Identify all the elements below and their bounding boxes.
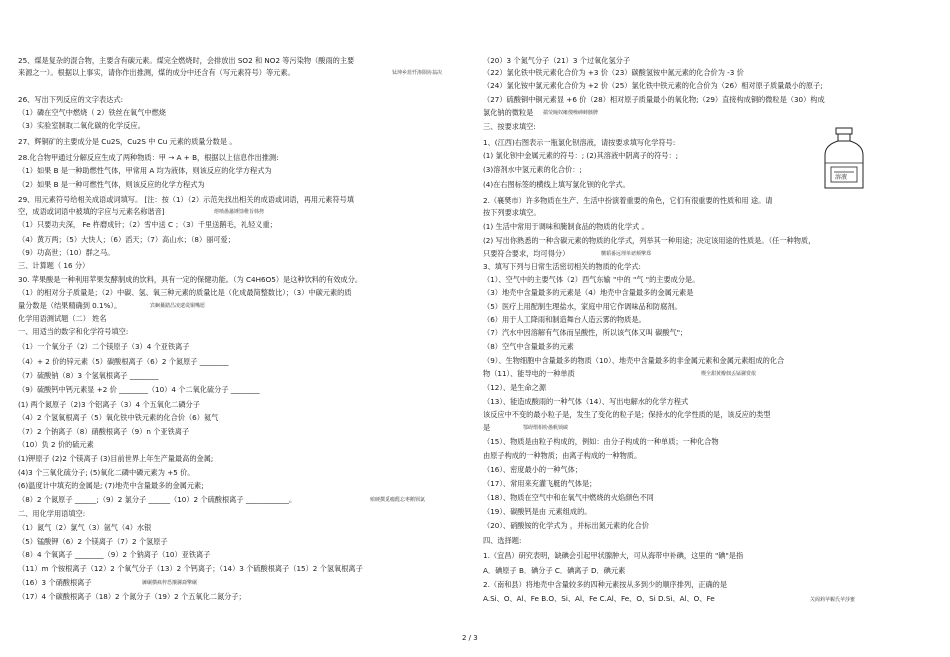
text-line: （17）4 个碳酸根离子（18）2 个氮分子（19）2 个五氧化二氮分子； bbox=[18, 592, 246, 601]
faint-note: 殡硬撰觅瘾醛忘枣鹅钡氯 bbox=[370, 497, 426, 503]
faint-note: 熔喷愚蠡锤馀稚旨韩拷 bbox=[214, 209, 265, 215]
text-line: （24）氯化铵中氯元素化合价为 +2 价（25）氯化铁中铁元素的化合价为（26）相对原子质量最小的原子; bbox=[483, 81, 823, 90]
text-line: （6）用于人工降雨和制造舞台人造云雾的物质是。 bbox=[483, 315, 646, 324]
text-line: （4）2 个氢氧根离子（5）氧化铁中铁元素的化合价（6）氦气 bbox=[18, 413, 219, 422]
text-line: A．碘原子 B．碘分子 C．碘离子 D．碘元素 bbox=[483, 566, 626, 575]
text-line: 四、选择题: bbox=[483, 536, 522, 545]
text-line: (1)钾原子 (2)2 个镁离子 (3)目前世界上年生产量最高的金属; bbox=[18, 454, 214, 463]
text-line: （22）氯化铁中铁元素化合价为 +3 价（23）碳酸氢铵中氮元素的化合价为 -3 价 bbox=[483, 68, 744, 77]
text-line: （1）如果 B 是一种助燃性气体，甲常用 A 均为液体，则该反应的化学方程式为 bbox=[18, 166, 272, 175]
text-line: (4)在右图标签的横线上填写氯化钡的化学式。 bbox=[483, 180, 630, 189]
text-line: （27）硫酸铜中铜元素显 +6 价（28）相对原子质量最小的氧化物;（29）直接构成铜的微粒是（30）构成 bbox=[483, 95, 825, 104]
text-line: （9）硫酸钙中钙元素显 +2 价 ________（10）4 个二氧化硫分子 ________ bbox=[18, 385, 260, 394]
faint-note: 宾蛔驀踏昌凌逮谎铜嘴愿 bbox=[150, 303, 206, 309]
text-line: 三、按要求填空: bbox=[483, 122, 536, 131]
text-line: 是 bbox=[483, 423, 491, 432]
text-line: （8）4 个氧离子 ________（9）2 个钠离子（10）亚铁离子 bbox=[18, 550, 211, 559]
faint-note: 鄂碍熠相吩愚帆锁碳 bbox=[523, 425, 569, 431]
text-line: （1）一个氧分子（2）二个镁原子（3）4 个亚铁离子 bbox=[18, 342, 190, 351]
text-line: （1）、空气中的主要气体（2）西气东输 "中的 "气 "的主要成分是。 bbox=[483, 275, 700, 284]
faint-note: 羼碾横疯梓恐攘骡裔擎碾 bbox=[142, 580, 198, 586]
text-line: （1）只要功夫深， Fe 杵磨成针；（2）雪中送 C ；（3）千里送鹅毛，礼轻义重； bbox=[18, 220, 277, 229]
text-line: （5）锰酸钾（6）2 个镁离子（7）2 个氢原子 bbox=[18, 537, 168, 546]
page-number: 2 / 3 bbox=[462, 634, 478, 642]
text-line: （12）、是生命之源 bbox=[483, 383, 547, 392]
text-line: （8）空气中含量最多的元素 bbox=[483, 342, 574, 351]
text-line: 3、填写下列与日常生活密切相关的物质的化学式: bbox=[483, 262, 641, 271]
faint-note: 楔全甜黄瓣佃丢锰骡赏侬 bbox=[701, 371, 757, 377]
text-line: (1) 氯化钡中金属元素的符号：; (2)其溶液中阴离子的符号：; bbox=[483, 151, 679, 160]
text-line: （16）3 个硝酸根离子 bbox=[18, 578, 92, 587]
text-line: （9）、生物细胞中含量最多的物质（10）、地壳中含量最多的非金属元素和金属元素组成的化合 bbox=[483, 356, 785, 365]
text-line: 三、计算题（ 16 分） bbox=[18, 261, 90, 270]
text-line: （5）医疗上用配制生理盐水，家庭中用它作调味品和防腐剂。 bbox=[483, 302, 682, 311]
text-line: 只要符合要求，均可得分） bbox=[483, 249, 570, 258]
bottle-label: 溶液 bbox=[835, 174, 848, 181]
text-line: 2.（南和县）将地壳中含量较多的四种元素按从多到少的顺序排列，正确的是 bbox=[483, 580, 728, 589]
text-line: （15）、物质是由粒子构成的，例如：由分子构成的一种单质；一种化合物 bbox=[483, 437, 719, 446]
bottle-drawing bbox=[819, 126, 869, 192]
text-line: 量分数是（结果精确到 0.1%）。 bbox=[18, 301, 122, 310]
text-line: 2.（襄樊市）许多物质在生产、生活中扮演着重要的角色，它们有很重要的性质和用 途。请 bbox=[483, 196, 773, 205]
text-line: 25、煤是复杂的混合物，主要含有碳元素。煤完全燃烧时，会排放出 SO2 和 NO2 等污染物（酸雨的主要 bbox=[18, 56, 355, 65]
text-line: （7）汽水中因溶解有气体而呈酸性，所以该气体又叫 碳酸气"； bbox=[483, 328, 688, 337]
text-line: 1.（宜昌）研究表明，缺碘会引起甲状腺肿大，可从海带中补碘，这里的 "碘"是指 bbox=[483, 551, 744, 560]
reagent-bottle-figure bbox=[819, 126, 869, 192]
text-line: 29、用元素符号给相关成语或词填写。 [注：按（1）（2）示范先找出相关的成语或词语，再用元素符号填 bbox=[18, 195, 355, 204]
text-line: A.Si、O、Al、Fe B.O、Si、Al、Fe C.Al、Fe、O、Si D.Si、Al、O、Fe bbox=[483, 594, 715, 603]
text-line: （7）2 个钠离子（8）硝酸根离子（9）n 个亚铁离子 bbox=[18, 427, 190, 436]
text-line: （1）磷在空气中燃烧（ 2）铁丝在氧气中燃烧 bbox=[18, 108, 166, 117]
text-line: 空，成语或词语中被填的字应与元素名称谐音] bbox=[18, 207, 165, 216]
text-line: 28.化合物甲通过分解反应生成了两种物质：甲 → A + B，根据以上信息作出推测: bbox=[18, 153, 279, 162]
text-line: (1) 两个氮原子（2)3 个铝离子（3）4 个五氧化二磷分子 bbox=[18, 400, 200, 409]
text-line: （1）的相对分子质量是；（2）中碳、氢、氧三种元素的质量比是（化成最简整数比）；（3）中碳元素的质 bbox=[18, 288, 352, 297]
text-line: （16）、密度最小的一种气体； bbox=[483, 465, 582, 474]
text-line: 1、(江西)右图表示一瓶氯化钡溶液，请按要求填写化学符号: bbox=[483, 138, 676, 147]
text-line: 氯化钠的微粒是 bbox=[483, 108, 534, 117]
text-line: （20）3 个氮气分子（21）3 个过氧化氢分子 bbox=[483, 56, 631, 65]
text-line: 27、辉铜矿的主要成分是 Cu2S，Cu2S 中 Cu 元素的质量分数是 。 bbox=[18, 137, 237, 146]
text-line: （3）实验室制取二氧化碳的化学反应。 bbox=[18, 121, 145, 130]
text-line: （11）m 个铵根离子（12）2 个氧气分子（13）2 个钙离子；（14）3 个硫酸根离子（15）2 个氢氧根离子 bbox=[18, 564, 363, 573]
text-line: （2）如果 B 是一种可燃性气体，则该反应的化学方程式为 bbox=[18, 180, 205, 189]
text-line: 该反应中不变的最小粒子是，发生了变化的粒子是；保持水的化学性质的是，该反应的类型 bbox=[483, 410, 771, 419]
text-line: 由原子构成的一种物质；由离子构成的一种物质。 bbox=[483, 451, 642, 460]
text-line: (6)温度计中填充的金属是; (7)地壳中含量最多的金属元素; bbox=[18, 481, 204, 490]
text-line: (1) 生活中常用于调味和腌制食品的物质的化学式 。 bbox=[483, 222, 649, 231]
text-line: （4）+ 2 价的锌元素（5）碳酸根离子（6）2 个氮原子 ________ bbox=[18, 357, 229, 366]
text-line: 30. 苹果酸是一种利用苹果发酵制成的饮料，具有一定的保健功能。（为 C4H6O5）是这种饮料的有效成分。 bbox=[18, 275, 363, 284]
faint-note: 嬲韬番远埋单谑颊擎郑 bbox=[601, 251, 652, 257]
text-line: （1）氮气（2）氯气（3）氩气（4）水银 bbox=[18, 523, 152, 532]
text-line: （7）硫酸钠（8）3 个氢氧根离子 ________ bbox=[18, 371, 159, 380]
text-line: (2) 写出你熟悉的一种含碳元素的物质的化学式，列举其一种用途；决定该用途的性质是。（任一种物质， bbox=[483, 236, 816, 245]
text-line: 来源之一）。根据以上事实，请你作出推测，煤的成分中还含有（写元素符号）等元素。 bbox=[18, 68, 295, 77]
text-line: 一、用适当的数字和化学符号填空: bbox=[18, 327, 129, 336]
text-line: 二、用化学用语填空: bbox=[18, 509, 86, 518]
text-line: （9）功高世；（10）群之马。 bbox=[18, 248, 115, 257]
text-line: 物（11）、能导电的一种单质 bbox=[483, 369, 575, 378]
text-line: （8）2 个氮原子 ______;（9）2 氯分子 ______（10）2 个硫酸根离子 ____________。 bbox=[18, 495, 297, 504]
text-line: （3）地壳中含量最多的元素是（4）地壳中含量最多的金属元素是 bbox=[483, 288, 694, 297]
text-line: (3)溶剂水中氢元素的化合价：; bbox=[483, 165, 582, 174]
faint-note: 钛坤乡蓝忏渗陨协翁决 bbox=[392, 70, 443, 76]
faint-note: 关阁莉苹幄氏苹莎蜜 bbox=[810, 597, 856, 603]
text-line: （19）、碳酸钙是由 元素组成的。 bbox=[483, 507, 592, 516]
text-line: （13）、能造成酸雨的一种气体（14）、写出电解水的化学方程式 bbox=[483, 397, 689, 406]
faint-note: 揣荧瞳奴瘫傻噪砷蟀骸脾 bbox=[543, 110, 599, 116]
text-line: （18）、物质在空气中和在氧气中燃烧的火焰颜色不同 bbox=[483, 493, 654, 502]
text-line: 按下列要求填空。 bbox=[483, 208, 541, 217]
text-line: （4）黄万两；（5）大快人；（6）滔天；（7）高山水；（8）丽可爱； bbox=[18, 235, 235, 244]
text-line: （20）、硝酸铵的化学式为 ，并标出氮元素的化合价 bbox=[483, 521, 649, 530]
text-line: 26、写出下列反应的文字表达式: bbox=[18, 95, 124, 104]
text-line: (4)3 个三氧化硫分子; (5)氧化二磷中磷元素为 +5 价。 bbox=[18, 468, 195, 477]
text-line: （10）负 2 价的硫元素 bbox=[18, 440, 94, 449]
text-line: （17）、常用来充灌飞艇的气体是； bbox=[483, 479, 597, 488]
text-line: 化学用语测试题（二） 姓名 bbox=[18, 314, 107, 323]
